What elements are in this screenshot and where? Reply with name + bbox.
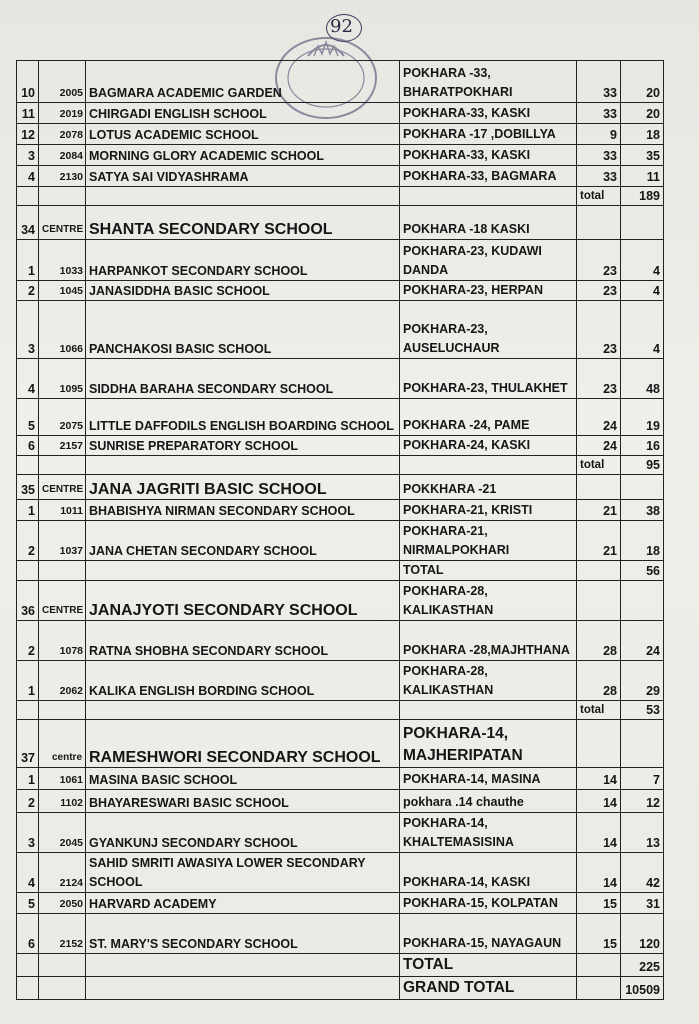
school-name-cell: KALIKA ENGLISH BORDING SCHOOL <box>86 661 400 701</box>
ward-cell: 23 <box>577 301 621 359</box>
ward-cell: 33 <box>577 145 621 166</box>
ward-cell: 14 <box>577 813 621 853</box>
address-cell: TOTAL <box>400 561 577 581</box>
school-name-cell: PANCHAKOSI BASIC SCHOOL <box>86 301 400 359</box>
ward-cell: total <box>577 701 621 720</box>
student-count-cell: 4 <box>621 301 664 359</box>
serial-number-cell <box>17 187 39 206</box>
school-code-cell: 2045 <box>39 813 86 853</box>
student-count-cell: 4 <box>621 240 664 281</box>
school-code-cell: 1095 <box>39 359 86 399</box>
serial-number-cell: 4 <box>17 853 39 893</box>
school-name-cell <box>86 954 400 977</box>
page-number: 92 <box>330 16 353 37</box>
school-code-cell: 1033 <box>39 240 86 281</box>
ward-cell <box>577 954 621 977</box>
address-cell: POKHARA-15, KOLPATAN <box>400 893 577 914</box>
serial-number-cell: 6 <box>17 436 39 456</box>
school-name-cell <box>86 187 400 206</box>
table-row <box>17 145 664 166</box>
ward-cell: 15 <box>577 914 621 954</box>
address-cell: POKHARA-33, KASKI <box>400 103 577 124</box>
serial-number-cell: 37 <box>17 720 39 768</box>
student-count-cell: 18 <box>621 521 664 561</box>
ward-cell <box>577 206 621 240</box>
student-count-cell: 18 <box>621 124 664 145</box>
serial-number-cell: 1 <box>17 768 39 790</box>
table-row <box>17 166 664 187</box>
table-row <box>17 521 664 561</box>
ward-cell <box>577 561 621 581</box>
address-cell: POKHARA-15, NAYAGAUN <box>400 914 577 954</box>
table-row <box>17 124 664 145</box>
table-row <box>17 768 664 790</box>
total-row <box>17 561 664 581</box>
serial-number-cell: 3 <box>17 301 39 359</box>
serial-number-cell: 36 <box>17 581 39 621</box>
student-count-cell <box>621 206 664 240</box>
ward-cell: 28 <box>577 661 621 701</box>
school-name-cell: BHABISHYA NIRMAN SECONDARY SCHOOL <box>86 500 400 521</box>
school-name-cell: MASINA BASIC SCHOOL <box>86 768 400 790</box>
ward-cell <box>577 720 621 768</box>
ward-cell: 14 <box>577 853 621 893</box>
student-count-cell <box>621 720 664 768</box>
school-name-cell: RAMESHWORI SECONDARY SCHOOL <box>86 720 400 768</box>
ward-cell: 21 <box>577 500 621 521</box>
address-cell: POKHARA-14, MAJHERIPATAN <box>400 720 577 768</box>
ward-cell: 21 <box>577 521 621 561</box>
serial-number-cell <box>17 954 39 977</box>
student-count-cell: 48 <box>621 359 664 399</box>
address-cell: POKHARA-23, HERPAN <box>400 281 577 301</box>
school-code-cell: 1037 <box>39 521 86 561</box>
ward-cell: 23 <box>577 281 621 301</box>
serial-number-cell: 10 <box>17 61 39 103</box>
school-name-cell: LITTLE DAFFODILS ENGLISH BOARDING SCHOOL <box>86 399 400 436</box>
school-code-cell: 2078 <box>39 124 86 145</box>
school-centre-table <box>16 60 664 1000</box>
school-code-cell: 2124 <box>39 853 86 893</box>
table-row <box>17 914 664 954</box>
table-row <box>17 399 664 436</box>
student-count-cell <box>621 475 664 500</box>
serial-number-cell: 1 <box>17 240 39 281</box>
ward-cell: 24 <box>577 399 621 436</box>
school-name-cell: SAHID SMRITI AWASIYA LOWER SECONDARY SCHOOL <box>86 853 400 893</box>
table-row <box>17 436 664 456</box>
student-count-cell: 11 <box>621 166 664 187</box>
serial-number-cell: 12 <box>17 124 39 145</box>
serial-number-cell: 35 <box>17 475 39 500</box>
school-code-cell: 2005 <box>39 61 86 103</box>
serial-number-cell: 1 <box>17 500 39 521</box>
address-cell: POKHARA-14, MASINA <box>400 768 577 790</box>
school-code-cell: 2157 <box>39 436 86 456</box>
address-cell: POKHARA-28, KALIKASTHAN <box>400 661 577 701</box>
serial-number-cell: 4 <box>17 166 39 187</box>
school-name-cell: ST. MARY'S SECONDARY SCHOOL <box>86 914 400 954</box>
school-code-cell: CENTRE <box>39 581 86 621</box>
address-cell: POKHARA -18 KASKI <box>400 206 577 240</box>
school-name-cell: SIDDHA BARAHA SECONDARY SCHOOL <box>86 359 400 399</box>
school-name-cell: JANASIDDHA BASIC SCHOOL <box>86 281 400 301</box>
ward-cell: 23 <box>577 359 621 399</box>
school-code-cell: 1061 <box>39 768 86 790</box>
address-cell: TOTAL <box>400 954 577 977</box>
address-cell: POKHARA-23, KUDAWI DANDA <box>400 240 577 281</box>
school-code-cell: 2050 <box>39 893 86 914</box>
student-count-cell: 95 <box>621 456 664 475</box>
student-count-cell: 42 <box>621 853 664 893</box>
school-name-cell: SUNRISE PREPARATORY SCHOOL <box>86 436 400 456</box>
school-name-cell: BHAYARESWARI BASIC SCHOOL <box>86 790 400 813</box>
student-count-cell: 38 <box>621 500 664 521</box>
student-count-cell: 56 <box>621 561 664 581</box>
school-code-cell: 1011 <box>39 500 86 521</box>
total-row <box>17 977 664 1000</box>
school-name-cell <box>86 456 400 475</box>
student-count-cell: 31 <box>621 893 664 914</box>
school-code-cell: 2084 <box>39 145 86 166</box>
school-code-cell: 2130 <box>39 166 86 187</box>
school-code-cell: CENTRE <box>39 206 86 240</box>
address-cell: GRAND TOTAL <box>400 977 577 1000</box>
total-row <box>17 954 664 977</box>
school-name-cell: GYANKUNJ SECONDARY SCHOOL <box>86 813 400 853</box>
serial-number-cell: 2 <box>17 790 39 813</box>
ward-cell: 15 <box>577 893 621 914</box>
school-name-cell: JANAJYOTI SECONDARY SCHOOL <box>86 581 400 621</box>
address-cell: POKHARA-33, KASKI <box>400 145 577 166</box>
school-code-cell: 2062 <box>39 661 86 701</box>
serial-number-cell: 3 <box>17 813 39 853</box>
address-cell: POKHARA-21, KRISTI <box>400 500 577 521</box>
student-count-cell: 35 <box>621 145 664 166</box>
student-count-cell: 189 <box>621 187 664 206</box>
ward-cell: 23 <box>577 240 621 281</box>
table-row <box>17 281 664 301</box>
school-code-cell: 1045 <box>39 281 86 301</box>
table-row <box>17 813 664 853</box>
school-name-cell: RATNA SHOBHA SECONDARY SCHOOL <box>86 621 400 661</box>
school-name-cell: MORNING GLORY ACADEMIC SCHOOL <box>86 145 400 166</box>
student-count-cell: 13 <box>621 813 664 853</box>
school-name-cell: CHIRGADI ENGLISH SCHOOL <box>86 103 400 124</box>
ward-cell: 24 <box>577 436 621 456</box>
school-code-cell: centre <box>39 720 86 768</box>
school-code-cell: 2019 <box>39 103 86 124</box>
student-count-cell: 120 <box>621 914 664 954</box>
school-code-cell: 2152 <box>39 914 86 954</box>
table-row <box>17 893 664 914</box>
serial-number-cell: 1 <box>17 661 39 701</box>
serial-number-cell <box>17 456 39 475</box>
school-name-cell: JANA JAGRITI BASIC SCHOOL <box>86 475 400 500</box>
school-code-cell <box>39 187 86 206</box>
serial-number-cell: 34 <box>17 206 39 240</box>
address-cell: POKHARA -17 ,DOBILLYA <box>400 124 577 145</box>
student-count-cell: 7 <box>621 768 664 790</box>
ward-cell: total <box>577 187 621 206</box>
school-name-cell: LOTUS ACADEMIC SCHOOL <box>86 124 400 145</box>
serial-number-cell <box>17 977 39 1000</box>
table-row <box>17 790 664 813</box>
school-code-cell <box>39 456 86 475</box>
school-code-cell <box>39 954 86 977</box>
serial-number-cell: 3 <box>17 145 39 166</box>
school-name-cell <box>86 701 400 720</box>
table-row <box>17 661 664 701</box>
address-cell: POKHARA-23, AUSELUCHAUR <box>400 301 577 359</box>
student-count-cell: 10509 <box>621 977 664 1000</box>
address-cell: POKHARA -33, BHARATPOKHARI <box>400 61 577 103</box>
student-count-cell: 225 <box>621 954 664 977</box>
school-name-cell <box>86 561 400 581</box>
ward-cell <box>577 475 621 500</box>
ward-cell: 14 <box>577 768 621 790</box>
address-cell: POKHARA-14, KHALTEMASISINA <box>400 813 577 853</box>
student-count-cell: 16 <box>621 436 664 456</box>
centre-row <box>17 206 664 240</box>
ward-cell: 9 <box>577 124 621 145</box>
serial-number-cell <box>17 701 39 720</box>
school-name-cell: HARPANKOT SECONDARY SCHOOL <box>86 240 400 281</box>
school-code-cell <box>39 977 86 1000</box>
ward-cell: total <box>577 456 621 475</box>
ward-cell: 33 <box>577 61 621 103</box>
centre-row <box>17 475 664 500</box>
address-cell: pokhara .14 chauthe <box>400 790 577 813</box>
address-cell: POKHARA -24, PAME <box>400 399 577 436</box>
table-row <box>17 301 664 359</box>
address-cell <box>400 187 577 206</box>
school-name-cell: SATYA SAI VIDYASHRAMA <box>86 166 400 187</box>
address-cell: POKHARA-21, NIRMALPOKHARI <box>400 521 577 561</box>
student-count-cell: 19 <box>621 399 664 436</box>
student-count-cell: 53 <box>621 701 664 720</box>
serial-number-cell: 6 <box>17 914 39 954</box>
serial-number-cell: 5 <box>17 893 39 914</box>
serial-number-cell: 11 <box>17 103 39 124</box>
table-row <box>17 500 664 521</box>
ward-cell: 33 <box>577 166 621 187</box>
student-count-cell: 4 <box>621 281 664 301</box>
table-row <box>17 61 664 103</box>
table-row <box>17 359 664 399</box>
table-row <box>17 621 664 661</box>
serial-number-cell: 2 <box>17 281 39 301</box>
school-code-cell <box>39 701 86 720</box>
address-cell: POKHARA -28,MAJHTHANA <box>400 621 577 661</box>
table-row <box>17 103 664 124</box>
school-name-cell: JANA CHETAN SECONDARY SCHOOL <box>86 521 400 561</box>
address-cell: POKHARA-14, KASKI <box>400 853 577 893</box>
student-count-cell: 29 <box>621 661 664 701</box>
student-count-cell: 20 <box>621 61 664 103</box>
student-count-cell: 20 <box>621 103 664 124</box>
ward-cell <box>577 977 621 1000</box>
school-code-cell: 2075 <box>39 399 86 436</box>
address-cell: POKHARA-33, BAGMARA <box>400 166 577 187</box>
address-cell: POKHARA-23, THULAKHET <box>400 359 577 399</box>
school-code-cell: 1066 <box>39 301 86 359</box>
serial-number-cell: 2 <box>17 521 39 561</box>
total-row <box>17 701 664 720</box>
table-row <box>17 240 664 281</box>
ward-cell: 33 <box>577 103 621 124</box>
serial-number-cell <box>17 561 39 581</box>
school-name-cell: HARVARD ACADEMY <box>86 893 400 914</box>
student-count-cell: 12 <box>621 790 664 813</box>
address-cell: POKHARA-28, KALIKASTHAN <box>400 581 577 621</box>
centre-row <box>17 581 664 621</box>
school-code-cell: CENTRE <box>39 475 86 500</box>
school-name-cell: BAGMARA ACADEMIC GARDEN <box>86 61 400 103</box>
serial-number-cell: 2 <box>17 621 39 661</box>
student-count-cell: 24 <box>621 621 664 661</box>
total-row <box>17 187 664 206</box>
school-code-cell: 1078 <box>39 621 86 661</box>
table-row <box>17 853 664 893</box>
student-count-cell <box>621 581 664 621</box>
ward-cell <box>577 581 621 621</box>
ward-cell: 28 <box>577 621 621 661</box>
school-code-cell <box>39 561 86 581</box>
address-cell <box>400 456 577 475</box>
centre-row <box>17 720 664 768</box>
ward-cell: 14 <box>577 790 621 813</box>
total-row <box>17 456 664 475</box>
address-cell: POKHARA-24, KASKI <box>400 436 577 456</box>
serial-number-cell: 5 <box>17 399 39 436</box>
school-name-cell: SHANTA SECONDARY SCHOOL <box>86 206 400 240</box>
address-cell: POKKHARA -21 <box>400 475 577 500</box>
serial-number-cell: 4 <box>17 359 39 399</box>
school-name-cell <box>86 977 400 1000</box>
school-code-cell: 1102 <box>39 790 86 813</box>
address-cell <box>400 701 577 720</box>
